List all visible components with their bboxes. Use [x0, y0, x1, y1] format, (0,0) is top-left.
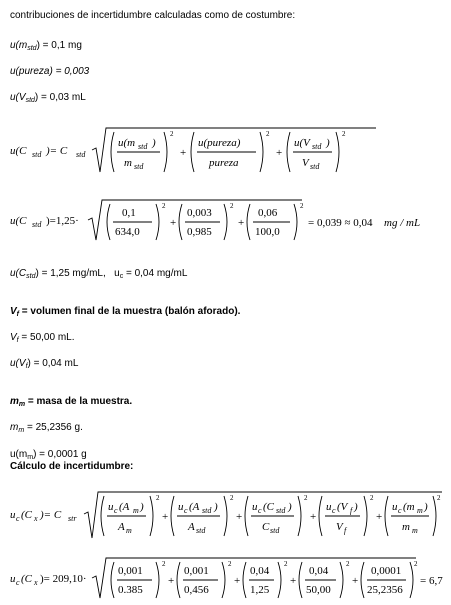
eq3-t5-rparen — [433, 496, 436, 536]
u-vstd-label: u(V — [10, 92, 26, 103]
eq4-t2-exp: 2 — [228, 560, 232, 568]
eq3-t1-lparen — [101, 496, 104, 536]
intro-text — [10, 10, 295, 21]
eq1-t3-den: V — [302, 157, 309, 169]
eq2-t3-lparen — [247, 204, 250, 240]
eq3-plus3: + — [310, 511, 317, 523]
eq1-t1-den-sub: std — [134, 162, 144, 171]
eq4-t2-num: 0,001 — [184, 565, 209, 577]
eq4-plus3: + — [290, 575, 297, 587]
eq4-t1-num: 0,001 — [118, 565, 143, 577]
eq4-t2-rparen — [222, 562, 225, 598]
eq3-lhs-sub: c — [16, 514, 20, 523]
eq1-t3-rparen — [336, 132, 339, 172]
eq3-t2-num: u — [178, 501, 184, 513]
eq3-t2-lparen — [171, 496, 174, 536]
eq3-t2-rparen — [224, 496, 227, 536]
eq2-t1-rparen — [156, 204, 159, 240]
eq3-t1-den-sub: m — [126, 526, 132, 535]
eq3-t2-exp: 2 — [230, 494, 234, 502]
eq1-rhs-sub: std — [76, 150, 86, 159]
equation-u-cstd-formula — [6, 122, 446, 182]
eq3-t4-den: V — [336, 521, 343, 533]
mm-uncertainty — [10, 449, 87, 460]
eq3-t5-num-tail: (m — [403, 501, 415, 513]
u-vstd-value: ) = 0,03 mL — [34, 92, 86, 103]
eq3-t2-num-tail: (A — [189, 501, 200, 513]
eq3-rhs-sub: str — [68, 514, 77, 523]
eq3-t2-num-sub: c — [184, 506, 188, 515]
eq1-t1-den: m — [124, 157, 132, 169]
eq1-t3-num: u(V — [294, 137, 310, 149]
eq3-t1-den: A — [118, 521, 125, 533]
eq2-t3-exp: 2 — [300, 202, 304, 210]
eq2-coef: )=1,25· — [46, 215, 79, 227]
eq1-t1-rparen — [164, 132, 167, 172]
eq2-t1-lparen — [107, 204, 110, 240]
eq2-plus2: + — [238, 217, 245, 229]
eq4-t3-lparen — [243, 562, 246, 598]
eq3-t5-exp: 2 — [437, 494, 441, 502]
eq4-t3-rparen — [278, 562, 281, 598]
eq3-t1-num-sub2: m — [133, 506, 139, 515]
eq2-result: = 0,039 ≈ 0,04 — [308, 217, 373, 229]
eq3-t5-den-sub: m — [412, 526, 418, 535]
vf-heading — [10, 306, 240, 317]
summary-a-tail: ) = 1,25 mg/mL, — [35, 268, 106, 279]
eq3-t3-num: u — [252, 501, 258, 513]
eq3-t4-num: u — [326, 501, 332, 513]
eq3-t4-den-sub: f — [344, 526, 347, 535]
eq4-t4-num: 0,04 — [309, 565, 329, 577]
eq2-t2-lparen — [179, 204, 182, 240]
eq1-rhs: )= C — [46, 145, 68, 157]
eq3-t1-num-sub: c — [114, 506, 118, 515]
u-mstd-sub: std — [27, 45, 37, 52]
eq4-plus1: + — [168, 575, 175, 587]
mm-value-sub: m — [18, 427, 25, 434]
eq3-t4-rpar: ) — [354, 501, 358, 513]
mm-unc-pre: u(m — [10, 449, 28, 460]
mm-heading-text: = masa de la muestra. — [25, 396, 133, 407]
eq3-t2-den: A — [188, 521, 195, 533]
eq4-plus4: + — [352, 575, 359, 587]
mm-unc-sub: m — [27, 454, 34, 461]
eq1-t3-num-sub: std — [312, 142, 322, 151]
vf-uncertainty — [10, 358, 78, 369]
eq2-prefix: u(C — [10, 215, 27, 227]
eq1-t2-lparen — [191, 132, 194, 172]
mm-heading — [10, 396, 132, 407]
intro-label: contribuciones de incertidumbre calculadas como de costumbre: — [10, 10, 296, 21]
eq3-t3-rpar: ) — [288, 501, 292, 513]
eq3-t1-exp: 2 — [156, 494, 160, 502]
eq3-t5-num-sub2: m — [417, 506, 423, 515]
summary-a-sub: std — [26, 273, 36, 280]
eq2-plus1: + — [170, 217, 177, 229]
equation-uc-cx-formula — [6, 486, 450, 544]
vf-unc-sub: f — [25, 363, 28, 370]
eq3-t2-num-sub2: std — [202, 506, 212, 515]
eq4-t5-exp: 2 — [414, 560, 418, 568]
eq4-plus2: + — [234, 575, 241, 587]
given-u-vstd — [10, 92, 86, 103]
eq4-coef: )= 209,10· — [40, 573, 87, 585]
eq3-lhs: u — [10, 509, 16, 521]
eq4-t1-rparen — [156, 562, 159, 598]
eq3-t5-rpar: ) — [424, 501, 428, 513]
vf-unc-post: ) = 0,04 mL — [27, 358, 79, 369]
eq4-t4-den: 50,00 — [306, 584, 331, 596]
eq1-t1-num: u(m — [118, 137, 136, 149]
summary-b-tail: = 0,04 mg/mL — [123, 268, 188, 279]
eq4-t3-den: 1,25 — [250, 584, 270, 596]
mm-heading-sub: m — [18, 401, 26, 408]
eq1-t2-rparen — [260, 132, 263, 172]
eq3-t5-num-sub: c — [398, 506, 402, 515]
eq1-t1-num-tail: ) — [152, 137, 156, 149]
calc-heading — [10, 461, 133, 472]
eq3-plus4: + — [376, 511, 383, 523]
calc-heading-text: Cálculo de incertidumbre: — [10, 461, 134, 472]
eq4-t5-den: 25,2356 — [367, 584, 403, 596]
eq3-t4-rparen — [364, 496, 367, 536]
u-mstd-value: ) = 0,1 mg — [36, 40, 82, 51]
eq4-t2-lparen — [177, 562, 180, 598]
eq4-t4-lparen — [299, 562, 302, 598]
eq4-t4-rparen — [340, 562, 343, 598]
u-mstd-label: u(m — [10, 40, 28, 51]
vf-value-sym: V — [10, 332, 17, 343]
eq3-plus1: + — [162, 511, 169, 523]
eq3-t3-lparen — [245, 496, 248, 536]
eq1-t1-lparen — [111, 132, 114, 172]
eq4-t1-den: 0.385 — [118, 584, 143, 596]
vf-heading-sym: V — [10, 306, 17, 317]
eq2-t2-rparen — [224, 204, 227, 240]
eq1-lhs: u(C — [10, 145, 27, 157]
eq2-t2-exp: 2 — [230, 202, 234, 210]
vf-heading-text: = volumen final de la muestra (balón aforado). — [19, 306, 241, 317]
eq1-t1-num-sub: std — [138, 142, 148, 151]
eq3-t1-num: u — [108, 501, 114, 513]
eq3-t1-rparen — [150, 496, 153, 536]
eq4-t2-den: 0,456 — [184, 584, 209, 596]
eq1-t2-den: pureza — [209, 157, 239, 169]
eq1-t3-den-sub: std — [310, 162, 320, 171]
eq2-t1-den: 634,0 — [115, 226, 140, 238]
mm-value-text: = 25,2356 g. — [24, 422, 83, 433]
vf-value-sub: f — [16, 337, 19, 344]
eq3-t3-num-tail: (C — [263, 501, 274, 513]
eq2-t3-rparen — [294, 204, 297, 240]
vf-value-text: = 50,00 mL. — [18, 332, 75, 343]
eq2-t2-num: 0,003 — [187, 207, 212, 219]
eq4-prefix-tail: (C — [21, 573, 32, 585]
eq3-t3-num-sub: c — [258, 506, 262, 515]
eq2-t1-exp: 2 — [162, 202, 166, 210]
eq3-t2-den-sub: std — [196, 526, 206, 535]
eq3-t1-num-tail: (A — [119, 501, 130, 513]
eq4-t3-num: 0,04 — [250, 565, 270, 577]
mm-unc-post: ) = 0,0001 g — [33, 449, 87, 460]
vf-value — [10, 332, 75, 343]
summary-b: u — [114, 268, 120, 279]
eq1-t2-exp: 2 — [266, 130, 270, 138]
vf-heading-sub: f — [16, 311, 20, 318]
eq3-lhs-tail: (C — [21, 509, 32, 521]
eq3-t1-rpar: ) — [140, 501, 144, 513]
eq3-plus2: + — [236, 511, 243, 523]
equation-uc-cx-numeric — [6, 554, 450, 602]
eq4-t3-exp: 2 — [284, 560, 288, 568]
eq3-t4-exp: 2 — [370, 494, 374, 502]
eq3-t3-den-sub: std — [270, 526, 280, 535]
eq3-t4-num-sub: c — [332, 506, 336, 515]
mm-value — [10, 422, 83, 433]
eq3-t2-rpar: ) — [214, 501, 218, 513]
eq1-plus1: + — [180, 147, 187, 159]
eq4-result: = 6,7 — [420, 575, 443, 587]
eq1-t2-num: u(pureza) — [198, 137, 241, 149]
summary-line — [10, 268, 187, 279]
eq2-unit: mg / mL — [384, 217, 421, 229]
eq4-t5-rparen — [410, 562, 413, 598]
eq4-t5-lparen — [361, 562, 364, 598]
eq3-t3-rparen — [298, 496, 301, 536]
eq1-t3-lparen — [287, 132, 290, 172]
summary-b-sub: c — [119, 273, 124, 280]
eq4-prefix: u — [10, 573, 16, 585]
eq4-prefix-sub2: x — [34, 578, 38, 587]
eq4-t1-lparen — [111, 562, 114, 598]
eq1-lhs-sub: std — [32, 150, 42, 159]
eq4-prefix-sub: c — [16, 578, 20, 587]
eq1-t3-num-tail: ) — [326, 137, 330, 149]
given-u-pureza — [10, 66, 89, 77]
eq3-t5-lparen — [385, 496, 388, 536]
eq2-prefix-sub: std — [32, 220, 42, 229]
eq1-t3-exp: 2 — [342, 130, 346, 138]
given-u-mstd — [10, 40, 82, 51]
eq1-plus2: + — [276, 147, 283, 159]
u-pureza-label: u(pureza) = 0,003 — [10, 66, 90, 77]
eq3-t4-lparen — [319, 496, 322, 536]
eq4-t5-num: 0,0001 — [371, 565, 402, 577]
eq1-t1-exp: 2 — [170, 130, 174, 138]
u-vstd-sub: std — [25, 97, 35, 104]
vf-unc-pre: u(V — [10, 358, 26, 369]
eq3-rhs: )= C — [40, 509, 62, 521]
mm-value-sym: m — [10, 422, 19, 433]
eq3-t3-den: C — [262, 521, 270, 533]
eq2-t3-num: 0,06 — [258, 207, 278, 219]
eq3-t3-num-sub2: std — [276, 506, 286, 515]
eq3-lhs-sub2: x — [34, 514, 38, 523]
equation-u-cstd-numeric — [6, 196, 446, 244]
eq2-t2-den: 0,985 — [187, 226, 212, 238]
eq4-t1-exp: 2 — [162, 560, 166, 568]
eq3-t4-num-sub2: f — [350, 506, 353, 515]
eq2-t1-num: 0,1 — [122, 207, 136, 219]
eq2-t3-den: 100,0 — [255, 226, 280, 238]
eq4-t4-exp: 2 — [346, 560, 350, 568]
eq3-t5-num: u — [392, 501, 398, 513]
mm-heading-sym: m — [10, 396, 19, 407]
eq3-t5-den: m — [402, 521, 410, 533]
eq3-t3-exp: 2 — [304, 494, 308, 502]
eq3-t4-num-tail: (V — [337, 501, 348, 513]
summary-a: u(C — [10, 268, 27, 279]
